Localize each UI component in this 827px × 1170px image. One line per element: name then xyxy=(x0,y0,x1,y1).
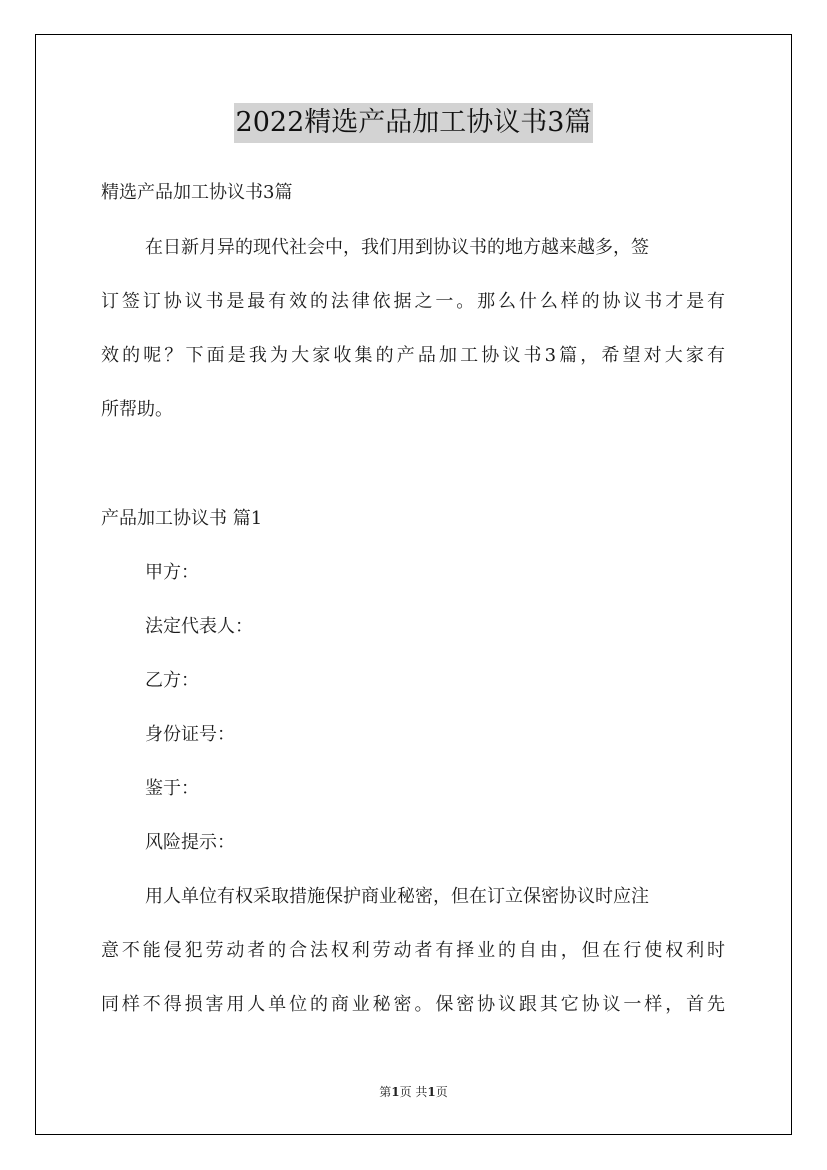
body-line-2: 意不能侵犯劳动者的合法权利劳动者有择业的自由，但在行使权利时 xyxy=(101,940,725,961)
intro-line-2: 订签订协议书是最有效的法律依据之一。那么什么样的协议书才是有 xyxy=(101,291,725,312)
section-heading: 产品加工协议书 篇1 xyxy=(101,508,263,529)
body-line-1: 用人单位有权采取措施保护商业秘密，但在订立保密协议时应注 xyxy=(145,886,649,907)
field-party-a: 甲方： xyxy=(145,562,199,583)
document-subtitle: 精选产品加工协议书3篇 xyxy=(101,182,293,203)
footer-total-pages: 1 xyxy=(427,1085,436,1099)
footer-page-suffix: 页 xyxy=(435,1085,448,1099)
title-container xyxy=(0,103,827,143)
intro-line-3: 效的呢？下面是我为大家收集的产品加工协议书3篇，希望对大家有 xyxy=(101,345,725,366)
page-footer xyxy=(0,1083,827,1101)
footer-page-prefix: 第 xyxy=(379,1085,392,1099)
field-risk-notice: 风险提示： xyxy=(145,832,235,853)
field-id-number: 身份证号： xyxy=(145,724,235,745)
document-title: 2022精选产品加工协议书3篇 xyxy=(234,103,594,143)
intro-line-4: 所帮助。 xyxy=(101,399,173,420)
field-party-b: 乙方： xyxy=(145,670,199,691)
footer-page-number: 1 xyxy=(391,1085,400,1099)
footer-page-mid: 页 共 xyxy=(399,1085,428,1099)
intro-line-1: 在日新月异的现代社会中，我们用到协议书的地方越来越多，签 xyxy=(145,237,649,258)
field-whereas: 鉴于： xyxy=(145,778,199,799)
body-line-3: 同样不得损害用人单位的商业秘密。保密协议跟其它协议一样，首先 xyxy=(101,994,725,1015)
field-legal-rep: 法定代表人： xyxy=(145,616,253,637)
